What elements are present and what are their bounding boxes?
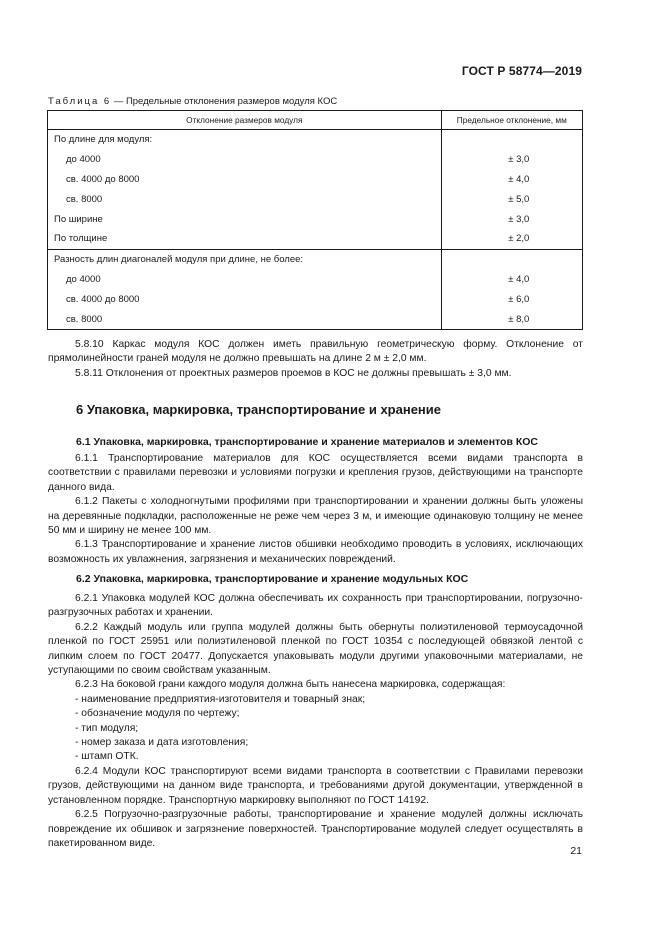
paragraph-6-2-1: 6.2.1 Упаковка модулей КОС должна обеспечивать их сохранность при транспортировании, погрузочно-разгрузочных работах и хранении. <box>48 593 583 619</box>
section-6-1-body <box>48 452 583 567</box>
table-cell-label: до 4000 <box>48 270 442 290</box>
paragraph-6-1-2: 6.1.2 Пакеты с холодногнутыми профилями при транспортировании и хранении должны быть уложены на деревянные подкладки, расположенные не реже чем через 3 м, и имеющие одинаковую толщину не менее 50 мм и ширину не менее 100 мм. <box>48 496 583 537</box>
table-cell-label: св. 4000 до 8000 <box>48 289 442 309</box>
table-row <box>48 229 583 249</box>
table-cell-value: ± 4,0 <box>441 270 582 290</box>
table-cell-value <box>441 249 582 269</box>
section-6-2-body <box>48 592 583 851</box>
section-6-1-heading: 6.1 Упаковка, маркировка, транспортирование и хранение материалов и элементов КОС <box>76 436 539 448</box>
paragraph-6-1-3: 6.1.3 Транспортирование и хранение листов обшивки необходимо проводить в условиях, исключающих возможность их увлажнения, загрязнения и механических повреждений. <box>48 539 583 565</box>
table-row <box>48 270 583 290</box>
table-cell-label: Разность длин диагоналей модуля при длине, не более: <box>48 249 442 269</box>
table-row <box>48 130 583 150</box>
table-cell-value: ± 6,0 <box>441 289 582 309</box>
section-6-heading: 6 Упаковка, маркировка, транспортирование и хранение <box>76 402 442 417</box>
table-cell-value: ± 3,0 <box>441 150 582 170</box>
table-row <box>48 189 583 209</box>
table-cell-value: ± 5,0 <box>441 189 582 209</box>
paragraph-6-2-2: 6.2.2 Каждый модуль или группа модулей должны быть обернуты полиэтиленовой термоусадочной пленкой по ГОСТ 25951 или полиэтиленовой пленкой по ГОСТ 10354 с последующей обвязкой лентой с липким слоем по ГОСТ 20477. Допускается упаковывать модули другими упаковочными материалами, не уступающими по своим свойствам указанным. <box>48 621 583 677</box>
deviation-table <box>47 110 583 330</box>
table-cell-label: По ширине <box>48 209 442 229</box>
table-cell-label: По толщине <box>48 229 442 249</box>
table-row <box>48 209 583 229</box>
paragraph-5-8-11: 5.8.11 Отклонения от проектных размеров проемов в КОС не должны превышать ± 3,0 мм. <box>75 367 512 379</box>
page-number: 21 <box>570 845 582 857</box>
table-cell-value: ± 4,0 <box>441 170 582 190</box>
list-item: - тип модуля; <box>75 722 139 734</box>
list-item: - наименование предприятия-изготовителя и товарный знак; <box>75 693 366 705</box>
section-6-2-heading: 6.2 Упаковка, маркировка, транспортирование и хранение модульных КОС <box>76 573 469 585</box>
table-col1-header: Отклонение размеров модуля <box>48 111 442 130</box>
table-header-row <box>48 111 583 130</box>
table-caption-prefix: Таблица 6 <box>48 96 112 107</box>
table-caption-text: — Предельные отклонения размеров модуля КОС <box>111 96 338 107</box>
table-cell-value: ± 8,0 <box>441 309 582 329</box>
list-item: - номер заказа и дата изготовления; <box>75 737 249 749</box>
table-cell-value <box>441 130 582 150</box>
clause-5-8-block <box>48 338 583 381</box>
table-row <box>48 249 583 269</box>
table-cell-value: ± 2,0 <box>441 229 582 249</box>
paragraph-6-1-1: 6.1.1 Транспортирование материалов для КОС осуществляется всеми видами транспорта в соответствии с правилами перевозки и условиями погрузки и крепления грузов, действующими на транспорте данного вида. <box>48 453 583 493</box>
table-cell-label: св. 8000 <box>48 309 442 329</box>
standard-header: ГОСТ Р 58774—2019 <box>461 64 582 78</box>
table-cell-label: По длине для модуля: <box>48 130 442 150</box>
table-row <box>48 170 583 190</box>
paragraph-6-2-4: 6.2.4 Модули КОС транспортируют всеми видами транспорта в соответствии с Правилами перевозки грузов, действующими на данном виде транспорта, и требованиями другой документации, утвержденной в установленном порядке. Транспортную маркировку выполняют по ГОСТ 14192. <box>48 765 583 806</box>
table-row <box>48 289 583 309</box>
table-row <box>48 309 583 329</box>
paragraph-5-8-10: 5.8.10 Каркас модуля КОС должен иметь правильную геометрическую форму. Отклонение от прямолинейности граней модуля не должно превышать на длине 2 м ± 2,0 мм. <box>48 339 583 365</box>
table-cell-label: св. 4000 до 8000 <box>48 170 442 190</box>
table-cell-label: св. 8000 <box>48 189 442 209</box>
table-row <box>48 150 583 170</box>
table-cell-value: ± 3,0 <box>441 209 582 229</box>
table-cell-label: до 4000 <box>48 150 442 170</box>
list-item: - обозначение модуля по чертежу; <box>75 708 240 720</box>
paragraph-6-2-3: 6.2.3 На боковой грани каждого модуля должна быть нанесена маркировка, содержащая: <box>75 679 506 691</box>
table-col2-header: Предельное отклонение, мм <box>441 111 582 130</box>
list-item: - штамп ОТК. <box>75 751 139 763</box>
paragraph-6-2-5: 6.2.5 Погрузочно-разгрузочные работы, транспортирование и хранение модулей должны исключать повреждение их обшивок и загрязнение поверхностей. Транспортирование модулей следует осуществлять в пакетированном виде. <box>48 809 583 849</box>
table-caption <box>48 96 337 107</box>
